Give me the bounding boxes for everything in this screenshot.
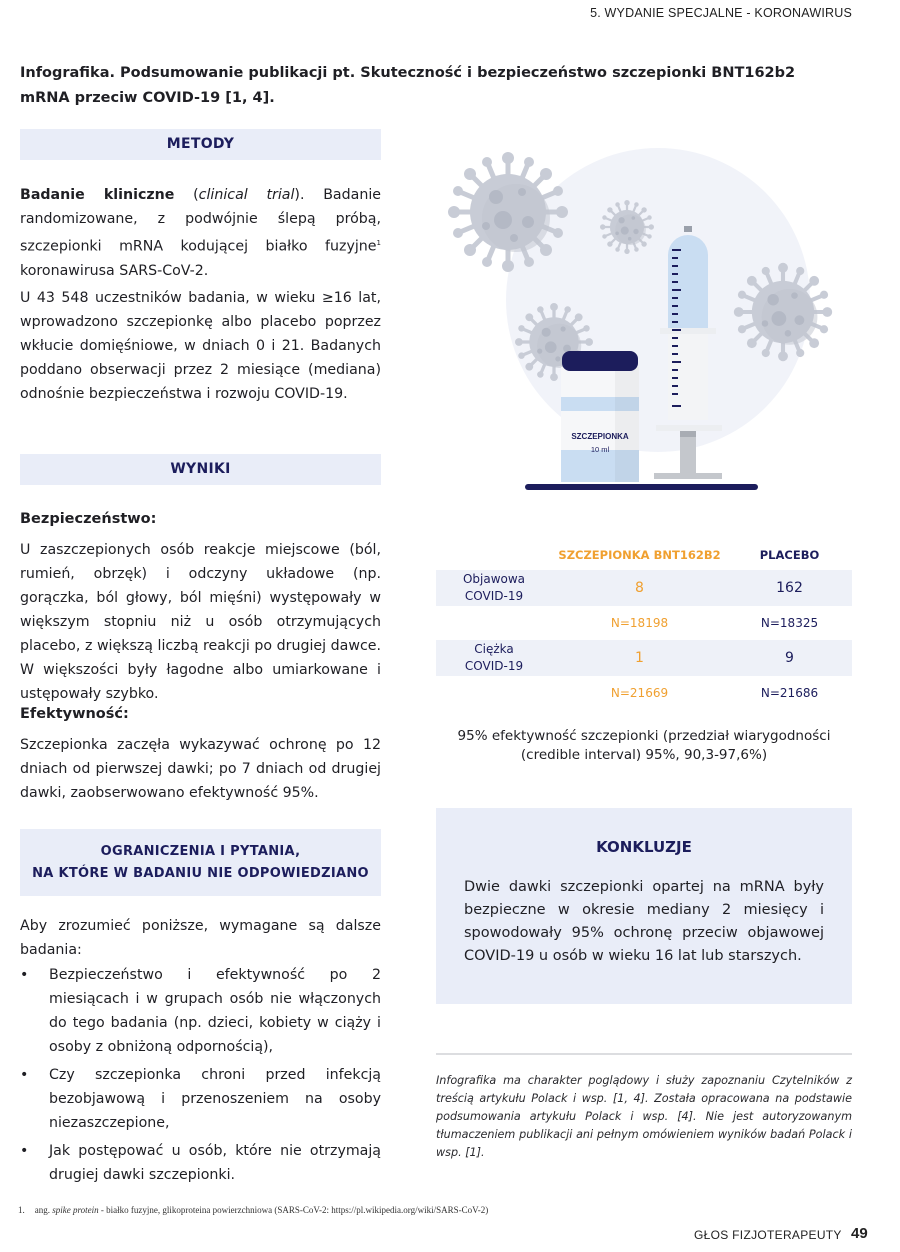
table-row <box>436 570 852 606</box>
footer-journal: GŁOS FIZJOTERAPEUTY <box>694 1228 842 1242</box>
placebo-cases: 9 <box>785 650 794 666</box>
list-item <box>20 963 381 1059</box>
ograniczenia-intro: Aby zrozumieć poniższe, wymagane są dalsze badania: <box>20 918 381 958</box>
metody-bold-lead: Badanie kliniczne <box>20 187 175 203</box>
efficacy-note-line2: (credible interval) 95%, 90,3-97,6%) <box>520 747 768 763</box>
placebo-n: N=18325 <box>760 616 819 630</box>
footnote-ref[interactable]: 1 <box>376 239 381 247</box>
footnote-number: 1. <box>18 1205 25 1215</box>
metody-p1-rest: ). Badanie randomizowane, z podwójnie ślepą próbą, szczepionki mRNA kodującej białko fuzyjne <box>20 187 381 255</box>
subheading-bezpieczenstwo: Bezpieczeństwo: <box>20 511 157 527</box>
vaccine-illustration <box>440 130 860 500</box>
list-item-text: Bezpieczeństwo i efektywność po 2 miesiącach i w grupach osób nie włączonych do tego badania (np. dzieci, kobiety w ciąży i osoby z obniżoną odpornością), <box>49 967 381 1055</box>
virus-icon <box>734 263 832 361</box>
row-label-line2: COVID-19 <box>464 589 524 603</box>
column-header-placebo: PLACEBO <box>759 548 820 562</box>
row-label-line2: COVID-19 <box>464 659 524 673</box>
list-item-text: Jak postępować u osób, które nie otrzymają drugiej dawki szczepionki. <box>49 1143 381 1183</box>
row-label <box>436 641 552 675</box>
placebo-cases: 162 <box>776 580 803 596</box>
placebo-n: N=21686 <box>760 686 819 700</box>
results-table <box>436 540 852 710</box>
table-row-n <box>436 676 852 710</box>
ograniczenia-heading-line1: OGRANICZENIA I PYTANIA, <box>100 844 301 859</box>
bullet-icon: • <box>20 1143 29 1159</box>
section-heading-wyniki: WYNIKI <box>20 454 381 485</box>
vaccine-n: N=21669 <box>610 686 669 700</box>
section-heading-ograniczenia <box>20 829 381 896</box>
running-header: 5. WYDANIE SPECJALNE - KORONAWIRUS <box>590 6 852 20</box>
virus-icon <box>600 200 654 254</box>
footnote <box>18 1205 488 1215</box>
list-item-text: Czy szczepionka chroni przed infekcją bezobjawową i przenoszeniem na osoby niezaszczepione, <box>49 1067 381 1131</box>
subheading-efektywnosc: Efektywność: <box>20 706 129 722</box>
vial-label-line2: 10 ml <box>590 445 610 454</box>
page-number: 49 <box>851 1225 868 1242</box>
vaccine-cases: 1 <box>635 650 644 666</box>
table-row <box>436 640 852 676</box>
row-label-line1: Ciężka <box>474 642 514 656</box>
metody-paragraph-2: U 43 548 uczestników badania, w wieku ≥16 lat, wprowadzono szczepionkę albo placebo poprzez wkłucie domięśniowe, w dniach 0 i 21. Badanych poddano obserwacji przez 2 miesiące (mediana) odnośnie bezpieczeństwa i rozwoju COVID-19. <box>20 290 381 402</box>
metody-p1-end: koronawirusa SARS-CoV-2. <box>20 262 209 279</box>
page-title: Infografika. Podsumowanie publikacji pt. Skuteczność i bezpieczeństwo szczepionki BNT162b2 mRNA przeciw COVID-19 [1, 4]. <box>20 65 796 106</box>
vaccine-cases: 8 <box>635 580 644 596</box>
list-item <box>20 1139 381 1187</box>
row-label <box>436 571 552 605</box>
table-header-row <box>436 540 852 570</box>
row-label-line1: Objawowa <box>462 572 526 586</box>
metody-italic-term: clinical trial <box>198 187 295 203</box>
shelf <box>525 484 758 490</box>
footnote-italic: spike protein <box>52 1205 99 1215</box>
column-header-vaccine: SZCZEPIONKA BNT162B2 <box>558 548 721 562</box>
efficacy-note <box>436 727 852 765</box>
footnote-text-before: ang. <box>34 1205 53 1215</box>
section-heading-metody: METODY <box>20 129 381 160</box>
vial-label-line1: SZCZEPIONKA <box>571 432 629 441</box>
efficacy-note-line1: 95% efektywność szczepionki (przedział wiarygodności <box>457 728 831 744</box>
virus-icon <box>448 152 568 272</box>
bullet-icon: • <box>20 1067 29 1083</box>
disclaimer: Infografika ma charakter poglądowy i służy zapoznaniu Czytelników z treścią artykułu Polack i wsp. [1, 4]. Została opracowana na podstawie podsumowania artykułu Polack i wsp. [4]. Nie jest autoryzowanym tłumaczeniem publikacji ani pełnym omówieniem wyników badań Polack i wsp. [1]. <box>436 1074 852 1159</box>
efektywnosc-text: Szczepionka zaczęła wykazywać ochronę po 12 dniach od pierwszej dawki; po 7 dniach od drugiej dawki, zaobserwowano efektywność 95%. <box>20 737 381 801</box>
vial-icon <box>561 351 639 482</box>
section-heading-konkluzje: KONKLUZJE <box>596 838 692 856</box>
bullet-icon: • <box>20 967 29 983</box>
paren-open: ( <box>174 187 199 203</box>
metody-paragraph-1 <box>20 183 381 283</box>
ograniczenia-list <box>20 963 381 1191</box>
table-row-n <box>436 606 852 640</box>
footnote-text-after: - białko fuzyjne, glikoproteina powierzchniowa (SARS-CoV-2: https://pl.wikipedia.org/wiki/SARS-CoV-2) <box>98 1205 489 1215</box>
bezpieczenstwo-text: U zaszczepionych osób reakcje miejscowe (ból, rumień, obrzęk) i odczyny układowe (np. gorączka, ból głowy, ból mięśni) występowały w większym stopniu niż u osób otrzymujących placebo, z większą liczbą reakcji po drugiej dawce. W większości były łagodne albo umiarkowane i ustępowały szybko. <box>20 542 381 702</box>
konkluzje-text: Dwie dawki szczepionki opartej na mRNA były bezpieczne w okresie mediany 2 miesięcy i spowodowały 95% ochronę przeciw objawowej COVID-19 u osób w wieku 16 lat lub starszych. <box>464 879 824 964</box>
list-item <box>20 1063 381 1135</box>
divider <box>436 1053 852 1055</box>
ograniczenia-heading-line2: NA KTÓRE W BADANIU NIE ODPOWIEDZIANO <box>32 866 369 881</box>
vaccine-n: N=18198 <box>610 616 669 630</box>
